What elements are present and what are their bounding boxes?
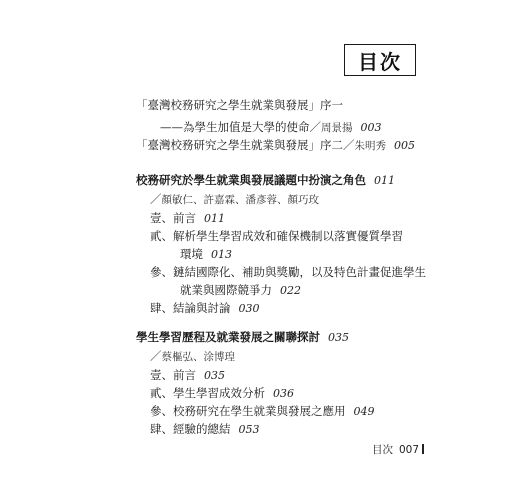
- toc-entry: [180, 283, 301, 298]
- toc-entry: [136, 98, 343, 112]
- entry-page: 011: [204, 212, 225, 225]
- entry-text: ／: [150, 192, 162, 206]
- entry-author: 周景揚: [321, 122, 353, 134]
- entry-text: 參、鏈結國際化、補助與獎勵，以及特色計畫促進學生: [150, 265, 426, 279]
- toc-title: 目次: [344, 44, 416, 76]
- entry-text: 壹、前言: [150, 211, 196, 225]
- entry-page: 011: [374, 174, 395, 187]
- entry-page: 030: [238, 302, 260, 315]
- entry-text: ——為學生加值是大學的使命／: [160, 120, 321, 134]
- entry-page: 049: [353, 405, 375, 418]
- footer-rule: [422, 444, 424, 454]
- entry-text: 肆、經驗的總結: [150, 422, 231, 436]
- toc-entry: [150, 386, 294, 401]
- entry-text: 就業與國際競爭力: [180, 283, 272, 297]
- toc-entry: [136, 138, 415, 153]
- entry-page: 022: [280, 284, 301, 297]
- chapter-title: 學生學習歷程及就業發展之關聯探討: [136, 330, 320, 344]
- entry-page: 036: [273, 387, 294, 400]
- toc-authors: [150, 192, 319, 207]
- toc-entry: [160, 120, 382, 135]
- toc-entry: [150, 265, 426, 279]
- toc-chapter: [136, 330, 349, 345]
- entry-author: 蔡樞弘、涂博瑝: [161, 351, 235, 363]
- entry-text: 壹、前言: [150, 368, 196, 382]
- entry-text: 貳、學生學習成效分析: [150, 386, 265, 400]
- entry-text: 「臺灣校務研究之學生就業與發展」序二／: [136, 138, 355, 152]
- toc-entry: [150, 422, 260, 437]
- entry-page: 013: [211, 248, 232, 261]
- footer-label: 目次: [372, 444, 393, 456]
- entry-text: 「臺灣校務研究之學生就業與發展」序一: [136, 98, 343, 112]
- entry-page: 053: [238, 423, 260, 436]
- toc-entry: [150, 404, 375, 419]
- toc-entry: [150, 229, 403, 243]
- chapter-title: 校務研究於學生就業與發展議題中扮演之角色: [136, 173, 366, 187]
- entry-page: 035: [204, 369, 225, 382]
- toc-chapter: [136, 173, 395, 188]
- entry-page: 005: [394, 139, 415, 152]
- toc-entry: [150, 368, 225, 383]
- footer-page-number: 007: [399, 444, 420, 456]
- entry-author: 朱明秀: [354, 140, 386, 152]
- toc-entry: [150, 301, 260, 316]
- entry-text: 肆、結論與討論: [150, 301, 231, 315]
- entry-text: 環境: [180, 247, 203, 261]
- toc-entry: [180, 247, 232, 262]
- entry-page: 035: [328, 331, 349, 344]
- entry-text: 參、校務研究在學生就業與發展之應用: [150, 404, 346, 418]
- entry-page: 003: [360, 121, 382, 134]
- entry-text: 貳、解析學生學習成效和確保機制以落實優質學習: [150, 229, 403, 243]
- entry-text: ／: [150, 349, 162, 363]
- toc-entry: [150, 211, 225, 226]
- page-footer: [372, 442, 424, 457]
- toc-authors: [150, 349, 235, 364]
- entry-author: 顏敏仁、許嘉霖、潘彥蓉、顏巧玫: [161, 194, 319, 206]
